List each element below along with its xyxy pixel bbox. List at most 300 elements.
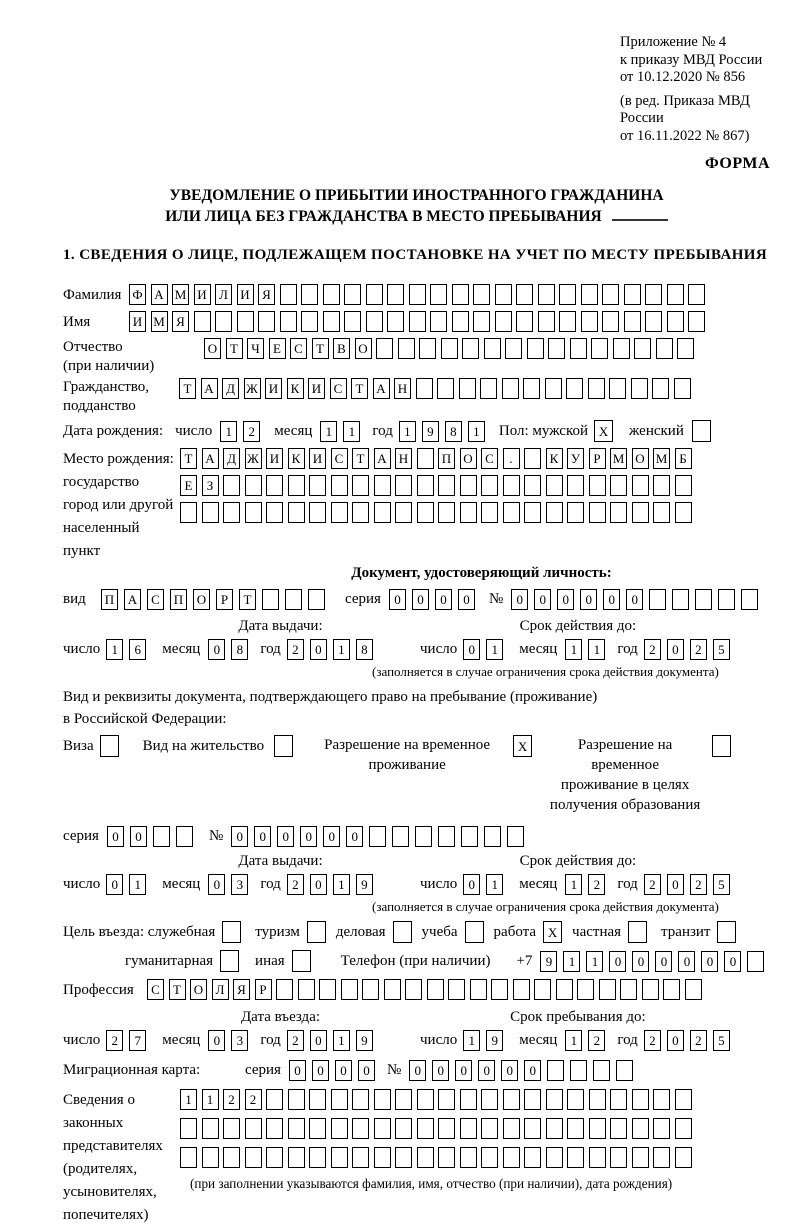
patronymic-char-cell[interactable] xyxy=(570,338,587,359)
representatives-char-cell[interactable] xyxy=(481,1089,498,1110)
surname-char-cell[interactable] xyxy=(581,284,598,305)
birth-place-char-cell[interactable]: С xyxy=(481,448,498,469)
birth-year-cell[interactable]: 9 xyxy=(422,421,439,442)
citizenship-char-cell[interactable]: И xyxy=(265,378,282,399)
birth-place-char-cell[interactable] xyxy=(352,475,369,496)
profession-char-cell[interactable] xyxy=(470,979,487,1000)
patronymic-char-cell[interactable] xyxy=(677,338,694,359)
surname-char-cell[interactable]: И xyxy=(237,284,254,305)
representatives-char-cell[interactable] xyxy=(331,1118,348,1139)
surname-char-cell[interactable] xyxy=(409,284,426,305)
birth-place-char-cell[interactable] xyxy=(610,475,627,496)
citizenship-char-cell[interactable] xyxy=(609,378,626,399)
doc-valid-year-cell[interactable]: 2 xyxy=(690,639,707,660)
profession-char-cell[interactable] xyxy=(534,979,551,1000)
profession-char-cell[interactable] xyxy=(319,979,336,1000)
profession-char-cell[interactable] xyxy=(491,979,508,1000)
doc-issue-day-cell[interactable]: 6 xyxy=(129,639,146,660)
birth-place-char-cell[interactable] xyxy=(266,502,283,523)
representatives-char-cell[interactable] xyxy=(352,1147,369,1168)
birth-place-char-cell[interactable] xyxy=(245,475,262,496)
phone-digit-cell[interactable]: 0 xyxy=(632,951,649,972)
given-name-char-cell[interactable] xyxy=(366,311,383,332)
profession-char-cell[interactable]: О xyxy=(190,979,207,1000)
given-name-char-cell[interactable] xyxy=(516,311,533,332)
doc-number-cell[interactable] xyxy=(718,589,735,610)
representatives-char-cell[interactable]: 2 xyxy=(223,1089,240,1110)
surname-char-cell[interactable] xyxy=(387,284,404,305)
patronymic-char-cell[interactable] xyxy=(548,338,565,359)
profession-char-cell[interactable]: Р xyxy=(255,979,272,1000)
birth-place-char-cell[interactable] xyxy=(223,475,240,496)
given-name-char-cell[interactable] xyxy=(624,311,641,332)
birth-place-char-cell[interactable] xyxy=(481,502,498,523)
patronymic-char-cell[interactable]: С xyxy=(290,338,307,359)
permit-series-cell[interactable] xyxy=(176,826,193,847)
given-name-char-cell[interactable] xyxy=(215,311,232,332)
phone-digit-cell[interactable]: 0 xyxy=(678,951,695,972)
birth-place-char-cell[interactable]: Д xyxy=(223,448,240,469)
doc-issue-month-cell[interactable]: 8 xyxy=(231,639,248,660)
patronymic-char-cell[interactable] xyxy=(376,338,393,359)
representatives-char-cell[interactable] xyxy=(503,1089,520,1110)
representatives-char-cell[interactable] xyxy=(374,1089,391,1110)
purpose-humanitarian-checkbox-cell[interactable] xyxy=(220,950,239,972)
doc-number-cell[interactable] xyxy=(741,589,758,610)
surname-char-cell[interactable] xyxy=(645,284,662,305)
surname-char-cell[interactable] xyxy=(667,284,684,305)
purpose-other-checkbox-cell[interactable] xyxy=(292,950,311,972)
entry-month-cell[interactable]: 0 xyxy=(208,1030,225,1051)
citizenship-char-cell[interactable] xyxy=(459,378,476,399)
migration-number-cell[interactable] xyxy=(547,1060,564,1081)
citizenship-char-cell[interactable]: И xyxy=(308,378,325,399)
birth-place-char-cell[interactable] xyxy=(524,448,541,469)
permit-number-cell[interactable] xyxy=(461,826,478,847)
patronymic-char-cell[interactable]: Т xyxy=(226,338,243,359)
birth-place-char-cell[interactable]: М xyxy=(610,448,627,469)
given-name-char-cell[interactable] xyxy=(645,311,662,332)
representatives-char-cell[interactable] xyxy=(331,1147,348,1168)
entry-day-cell[interactable]: 2 xyxy=(106,1030,123,1051)
stay-year-cell[interactable]: 0 xyxy=(667,1030,684,1051)
representatives-char-cell[interactable] xyxy=(438,1089,455,1110)
stay-year-cell[interactable]: 2 xyxy=(644,1030,661,1051)
birth-place-char-cell[interactable] xyxy=(374,475,391,496)
surname-char-cell[interactable]: И xyxy=(194,284,211,305)
surname-char-cell[interactable] xyxy=(430,284,447,305)
profession-char-cell[interactable]: С xyxy=(147,979,164,1000)
representatives-char-cell[interactable] xyxy=(481,1118,498,1139)
purpose-study-checkbox-cell[interactable] xyxy=(465,921,484,943)
representatives-char-cell[interactable] xyxy=(546,1118,563,1139)
permit-issue-month-cell[interactable]: 0 xyxy=(208,874,225,895)
phone-digit-cell[interactable]: 1 xyxy=(563,951,580,972)
representatives-char-cell[interactable] xyxy=(417,1118,434,1139)
representatives-char-cell[interactable] xyxy=(417,1089,434,1110)
representatives-char-cell[interactable] xyxy=(632,1147,649,1168)
permit-number-cell[interactable] xyxy=(369,826,386,847)
surname-char-cell[interactable] xyxy=(602,284,619,305)
birth-place-char-cell[interactable] xyxy=(546,475,563,496)
migration-number-cell[interactable]: 0 xyxy=(478,1060,495,1081)
birth-place-char-cell[interactable] xyxy=(309,502,326,523)
given-name-char-cell[interactable] xyxy=(301,311,318,332)
profession-char-cell[interactable] xyxy=(556,979,573,1000)
surname-char-cell[interactable] xyxy=(452,284,469,305)
birth-place-char-cell[interactable] xyxy=(180,502,197,523)
surname-char-cell[interactable] xyxy=(538,284,555,305)
birth-place-char-cell[interactable]: А xyxy=(202,448,219,469)
citizenship-char-cell[interactable]: А xyxy=(201,378,218,399)
doc-valid-day-cell[interactable]: 1 xyxy=(486,639,503,660)
permit-valid-day-cell[interactable]: 0 xyxy=(463,874,480,895)
birth-place-char-cell[interactable] xyxy=(589,475,606,496)
migration-number-cell[interactable]: 0 xyxy=(455,1060,472,1081)
doc-issue-day-cell[interactable]: 1 xyxy=(106,639,123,660)
migration-number-cell[interactable] xyxy=(570,1060,587,1081)
birth-place-char-cell[interactable]: М xyxy=(653,448,670,469)
representatives-char-cell[interactable] xyxy=(567,1118,584,1139)
citizenship-char-cell[interactable] xyxy=(652,378,669,399)
patronymic-char-cell[interactable]: В xyxy=(333,338,350,359)
birth-month-cell[interactable]: 1 xyxy=(320,421,337,442)
birth-place-char-cell[interactable] xyxy=(675,475,692,496)
birth-place-char-cell[interactable] xyxy=(395,475,412,496)
representatives-char-cell[interactable] xyxy=(395,1118,412,1139)
citizenship-char-cell[interactable] xyxy=(545,378,562,399)
patronymic-char-cell[interactable] xyxy=(505,338,522,359)
permit-issue-day-cell[interactable]: 1 xyxy=(129,874,146,895)
birth-place-char-cell[interactable] xyxy=(245,502,262,523)
birth-year-cell[interactable]: 1 xyxy=(399,421,416,442)
citizenship-char-cell[interactable]: Т xyxy=(351,378,368,399)
patronymic-char-cell[interactable] xyxy=(484,338,501,359)
birth-place-char-cell[interactable]: К xyxy=(546,448,563,469)
birth-place-char-cell[interactable] xyxy=(288,502,305,523)
permit-series-cell[interactable]: 0 xyxy=(130,826,147,847)
patronymic-char-cell[interactable] xyxy=(462,338,479,359)
representatives-char-cell[interactable] xyxy=(653,1147,670,1168)
representatives-char-cell[interactable] xyxy=(546,1147,563,1168)
birth-place-char-cell[interactable] xyxy=(417,475,434,496)
migration-number-cell[interactable]: 0 xyxy=(524,1060,541,1081)
profession-char-cell[interactable] xyxy=(362,979,379,1000)
birth-place-char-cell[interactable] xyxy=(266,475,283,496)
doc-kind-char-cell[interactable]: Т xyxy=(239,589,256,610)
purpose-private-checkbox-cell[interactable] xyxy=(628,921,647,943)
given-name-char-cell[interactable] xyxy=(688,311,705,332)
birth-place-char-cell[interactable] xyxy=(309,475,326,496)
representatives-char-cell[interactable] xyxy=(460,1089,477,1110)
citizenship-char-cell[interactable]: Т xyxy=(179,378,196,399)
purpose-tourism-checkbox-cell[interactable] xyxy=(307,921,326,943)
citizenship-char-cell[interactable] xyxy=(416,378,433,399)
permit-valid-month-cell[interactable]: 1 xyxy=(565,874,582,895)
birth-place-char-cell[interactable]: О xyxy=(460,448,477,469)
patronymic-char-cell[interactable]: О xyxy=(355,338,372,359)
citizenship-char-cell[interactable]: С xyxy=(330,378,347,399)
representatives-char-cell[interactable] xyxy=(309,1118,326,1139)
representatives-char-cell[interactable] xyxy=(374,1118,391,1139)
representatives-char-cell[interactable] xyxy=(632,1118,649,1139)
representatives-char-cell[interactable] xyxy=(245,1147,262,1168)
citizenship-char-cell[interactable]: Ж xyxy=(244,378,261,399)
doc-issue-year-cell[interactable]: 2 xyxy=(287,639,304,660)
migration-series-cell[interactable]: 0 xyxy=(358,1060,375,1081)
phone-digit-cell[interactable]: 9 xyxy=(540,951,557,972)
given-name-char-cell[interactable] xyxy=(602,311,619,332)
birth-day-cell[interactable]: 2 xyxy=(243,421,260,442)
birth-place-char-cell[interactable]: Т xyxy=(352,448,369,469)
surname-char-cell[interactable]: Я xyxy=(258,284,275,305)
phone-digit-cell[interactable]: 0 xyxy=(701,951,718,972)
patronymic-char-cell[interactable] xyxy=(527,338,544,359)
representatives-char-cell[interactable] xyxy=(352,1118,369,1139)
birth-place-char-cell[interactable] xyxy=(632,475,649,496)
surname-char-cell[interactable] xyxy=(495,284,512,305)
birth-place-char-cell[interactable] xyxy=(202,502,219,523)
given-name-char-cell[interactable] xyxy=(344,311,361,332)
doc-number-cell[interactable]: 0 xyxy=(511,589,528,610)
representatives-char-cell[interactable] xyxy=(675,1118,692,1139)
citizenship-char-cell[interactable] xyxy=(523,378,540,399)
representatives-char-cell[interactable] xyxy=(395,1147,412,1168)
patronymic-char-cell[interactable]: Ч xyxy=(247,338,264,359)
representatives-char-cell[interactable] xyxy=(395,1089,412,1110)
profession-char-cell[interactable] xyxy=(405,979,422,1000)
birth-place-char-cell[interactable] xyxy=(352,502,369,523)
birth-place-char-cell[interactable] xyxy=(438,475,455,496)
patronymic-char-cell[interactable]: О xyxy=(204,338,221,359)
birth-place-char-cell[interactable] xyxy=(503,502,520,523)
surname-char-cell[interactable]: А xyxy=(151,284,168,305)
patronymic-char-cell[interactable] xyxy=(656,338,673,359)
stay-month-cell[interactable]: 1 xyxy=(565,1030,582,1051)
birth-place-char-cell[interactable] xyxy=(524,475,541,496)
birth-place-char-cell[interactable]: Е xyxy=(180,475,197,496)
permit-valid-year-cell[interactable]: 2 xyxy=(644,874,661,895)
birth-place-char-cell[interactable]: П xyxy=(438,448,455,469)
birth-place-char-cell[interactable] xyxy=(417,448,434,469)
permit-series-cell[interactable] xyxy=(153,826,170,847)
profession-char-cell[interactable] xyxy=(620,979,637,1000)
doc-kind-char-cell[interactable]: А xyxy=(124,589,141,610)
permit-number-cell[interactable] xyxy=(415,826,432,847)
patronymic-char-cell[interactable] xyxy=(441,338,458,359)
birth-place-char-cell[interactable] xyxy=(395,502,412,523)
birth-place-char-cell[interactable]: А xyxy=(374,448,391,469)
stay-year-cell[interactable]: 2 xyxy=(690,1030,707,1051)
representatives-char-cell[interactable] xyxy=(202,1118,219,1139)
surname-char-cell[interactable] xyxy=(473,284,490,305)
stay-year-cell[interactable]: 5 xyxy=(713,1030,730,1051)
doc-kind-char-cell[interactable] xyxy=(308,589,325,610)
doc-issue-year-cell[interactable]: 8 xyxy=(356,639,373,660)
sex-female-checkbox-cell[interactable] xyxy=(692,420,711,442)
stay-day-cell[interactable]: 9 xyxy=(486,1030,503,1051)
representatives-char-cell[interactable]: 1 xyxy=(202,1089,219,1110)
representatives-char-cell[interactable] xyxy=(266,1147,283,1168)
given-name-char-cell[interactable] xyxy=(323,311,340,332)
purpose-business-checkbox-cell[interactable] xyxy=(393,921,412,943)
doc-valid-month-cell[interactable]: 1 xyxy=(588,639,605,660)
doc-valid-month-cell[interactable]: 1 xyxy=(565,639,582,660)
stay-month-cell[interactable]: 2 xyxy=(588,1030,605,1051)
permit-number-cell[interactable] xyxy=(507,826,524,847)
citizenship-char-cell[interactable]: Н xyxy=(394,378,411,399)
citizenship-char-cell[interactable] xyxy=(566,378,583,399)
representatives-char-cell[interactable] xyxy=(223,1147,240,1168)
birth-place-char-cell[interactable] xyxy=(567,475,584,496)
birth-place-char-cell[interactable]: Р xyxy=(589,448,606,469)
permit-number-cell[interactable] xyxy=(438,826,455,847)
birth-month-cell[interactable]: 1 xyxy=(343,421,360,442)
birth-year-cell[interactable]: 8 xyxy=(445,421,462,442)
entry-year-cell[interactable]: 1 xyxy=(333,1030,350,1051)
purpose-transit-checkbox-cell[interactable] xyxy=(717,921,736,943)
doc-valid-year-cell[interactable]: 5 xyxy=(713,639,730,660)
given-name-char-cell[interactable] xyxy=(430,311,447,332)
doc-valid-year-cell[interactable]: 2 xyxy=(644,639,661,660)
profession-char-cell[interactable] xyxy=(448,979,465,1000)
migration-number-cell[interactable]: 0 xyxy=(501,1060,518,1081)
permit-valid-month-cell[interactable]: 2 xyxy=(588,874,605,895)
given-name-char-cell[interactable] xyxy=(473,311,490,332)
representatives-char-cell[interactable] xyxy=(266,1118,283,1139)
representatives-char-cell[interactable] xyxy=(589,1118,606,1139)
birth-place-char-cell[interactable] xyxy=(417,502,434,523)
given-name-char-cell[interactable] xyxy=(194,311,211,332)
profession-char-cell[interactable] xyxy=(341,979,358,1000)
representatives-char-cell[interactable] xyxy=(331,1089,348,1110)
representatives-char-cell[interactable] xyxy=(653,1089,670,1110)
representatives-char-cell[interactable] xyxy=(288,1147,305,1168)
phone-digit-cell[interactable]: 0 xyxy=(655,951,672,972)
representatives-char-cell[interactable]: 1 xyxy=(180,1089,197,1110)
phone-digit-cell[interactable]: 0 xyxy=(724,951,741,972)
citizenship-char-cell[interactable]: К xyxy=(287,378,304,399)
birth-place-char-cell[interactable] xyxy=(223,502,240,523)
representatives-char-cell[interactable] xyxy=(524,1147,541,1168)
representatives-char-cell[interactable] xyxy=(589,1147,606,1168)
given-name-char-cell[interactable] xyxy=(452,311,469,332)
birth-place-char-cell[interactable]: Т xyxy=(180,448,197,469)
profession-char-cell[interactable] xyxy=(642,979,659,1000)
doc-number-cell[interactable]: 0 xyxy=(557,589,574,610)
birth-place-char-cell[interactable] xyxy=(653,475,670,496)
permit-number-cell[interactable]: 0 xyxy=(254,826,271,847)
profession-char-cell[interactable]: Т xyxy=(169,979,186,1000)
permit-valid-day-cell[interactable]: 1 xyxy=(486,874,503,895)
representatives-char-cell[interactable] xyxy=(309,1147,326,1168)
representatives-char-cell[interactable] xyxy=(417,1147,434,1168)
birth-place-char-cell[interactable]: З xyxy=(202,475,219,496)
doc-kind-char-cell[interactable] xyxy=(262,589,279,610)
given-name-char-cell[interactable]: И xyxy=(129,311,146,332)
birth-place-char-cell[interactable]: С xyxy=(331,448,348,469)
birth-place-char-cell[interactable]: И xyxy=(309,448,326,469)
representatives-char-cell[interactable] xyxy=(567,1147,584,1168)
doc-valid-year-cell[interactable]: 0 xyxy=(667,639,684,660)
profession-char-cell[interactable] xyxy=(599,979,616,1000)
temp-permit-edu-checkbox-cell[interactable] xyxy=(712,735,731,757)
profession-char-cell[interactable] xyxy=(577,979,594,1000)
temp-permit-checkbox-cell[interactable]: X xyxy=(513,735,532,757)
citizenship-char-cell[interactable] xyxy=(631,378,648,399)
permit-number-cell[interactable]: 0 xyxy=(346,826,363,847)
representatives-char-cell[interactable] xyxy=(675,1089,692,1110)
phone-digit-cell[interactable]: 1 xyxy=(586,951,603,972)
representatives-char-cell[interactable]: 2 xyxy=(245,1089,262,1110)
given-name-char-cell[interactable] xyxy=(559,311,576,332)
representatives-char-cell[interactable] xyxy=(481,1147,498,1168)
permit-valid-year-cell[interactable]: 2 xyxy=(690,874,707,895)
birth-place-char-cell[interactable]: Ж xyxy=(245,448,262,469)
birth-place-char-cell[interactable]: . xyxy=(503,448,520,469)
permit-issue-year-cell[interactable]: 0 xyxy=(310,874,327,895)
permit-issue-year-cell[interactable]: 2 xyxy=(287,874,304,895)
birth-place-char-cell[interactable] xyxy=(288,475,305,496)
migration-number-cell[interactable]: 0 xyxy=(432,1060,449,1081)
profession-char-cell[interactable] xyxy=(685,979,702,1000)
citizenship-char-cell[interactable]: А xyxy=(373,378,390,399)
given-name-char-cell[interactable] xyxy=(258,311,275,332)
representatives-char-cell[interactable] xyxy=(180,1147,197,1168)
birth-place-char-cell[interactable] xyxy=(374,502,391,523)
birth-place-char-cell[interactable] xyxy=(675,502,692,523)
representatives-char-cell[interactable] xyxy=(288,1118,305,1139)
surname-char-cell[interactable] xyxy=(323,284,340,305)
birth-place-char-cell[interactable] xyxy=(524,502,541,523)
entry-year-cell[interactable]: 0 xyxy=(310,1030,327,1051)
representatives-char-cell[interactable] xyxy=(438,1147,455,1168)
entry-year-cell[interactable]: 9 xyxy=(356,1030,373,1051)
surname-char-cell[interactable] xyxy=(688,284,705,305)
representatives-char-cell[interactable] xyxy=(245,1118,262,1139)
citizenship-char-cell[interactable] xyxy=(588,378,605,399)
phone-digit-cell[interactable]: 0 xyxy=(609,951,626,972)
given-name-char-cell[interactable]: Я xyxy=(172,311,189,332)
surname-char-cell[interactable] xyxy=(344,284,361,305)
representatives-char-cell[interactable] xyxy=(266,1089,283,1110)
doc-series-cell[interactable]: 0 xyxy=(412,589,429,610)
profession-char-cell[interactable] xyxy=(298,979,315,1000)
doc-issue-month-cell[interactable]: 0 xyxy=(208,639,225,660)
given-name-char-cell[interactable] xyxy=(538,311,555,332)
doc-number-cell[interactable]: 0 xyxy=(534,589,551,610)
permit-issue-year-cell[interactable]: 9 xyxy=(356,874,373,895)
migration-number-cell[interactable]: 0 xyxy=(409,1060,426,1081)
surname-char-cell[interactable]: Ф xyxy=(129,284,146,305)
given-name-char-cell[interactable] xyxy=(237,311,254,332)
representatives-char-cell[interactable] xyxy=(503,1118,520,1139)
surname-char-cell[interactable] xyxy=(559,284,576,305)
birth-place-char-cell[interactable]: Н xyxy=(395,448,412,469)
representatives-char-cell[interactable] xyxy=(524,1089,541,1110)
representatives-char-cell[interactable] xyxy=(309,1089,326,1110)
entry-year-cell[interactable]: 2 xyxy=(287,1030,304,1051)
representatives-char-cell[interactable] xyxy=(288,1089,305,1110)
birth-place-char-cell[interactable] xyxy=(331,502,348,523)
permit-issue-day-cell[interactable]: 0 xyxy=(106,874,123,895)
given-name-char-cell[interactable] xyxy=(280,311,297,332)
representatives-char-cell[interactable] xyxy=(438,1118,455,1139)
doc-series-cell[interactable]: 0 xyxy=(435,589,452,610)
permit-series-cell[interactable]: 0 xyxy=(107,826,124,847)
citizenship-char-cell[interactable] xyxy=(437,378,454,399)
birth-place-char-cell[interactable] xyxy=(331,475,348,496)
